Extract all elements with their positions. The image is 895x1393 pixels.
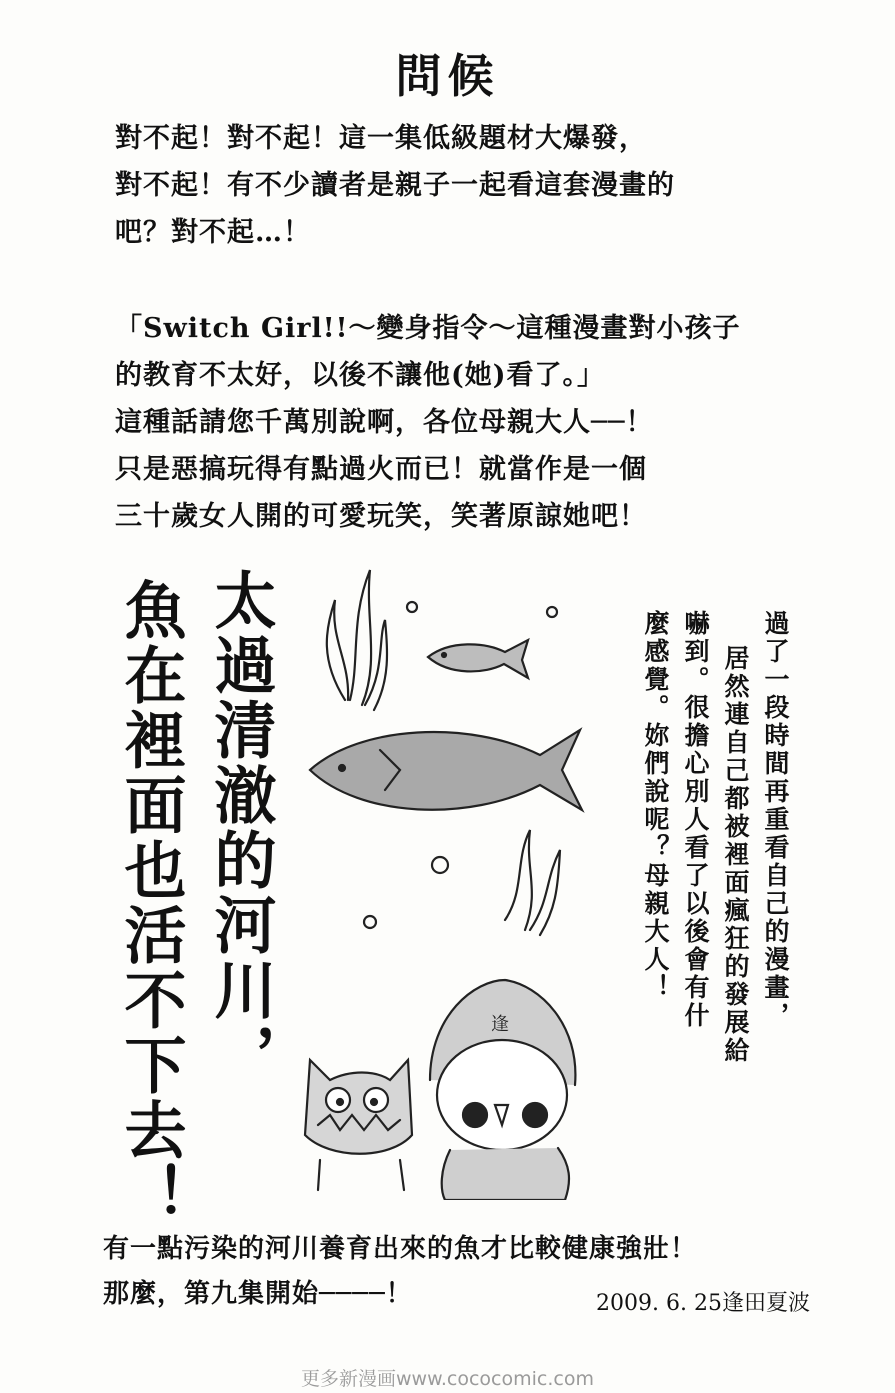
page-title: 問候: [395, 49, 500, 103]
intro-line: 吧？對不起…！: [115, 217, 311, 248]
note-column-3: 嚇到。很擔心別人看了以後會有什: [681, 610, 710, 1030]
slogan-column-2: 魚在裡面也活不下去！: [114, 578, 187, 1228]
body-line: 這種話請您千萬別說啊，各位母親大人──！: [115, 407, 654, 438]
signature: 2009. 6. 25逢田夏波: [596, 1291, 810, 1316]
intro-line: 對不起！對不起！這一集低級題材大爆發，: [115, 123, 647, 154]
cat-monster-icon: [305, 1060, 412, 1190]
body-line: 只是惡搞玩得有點過火而已！就當作是一個: [115, 454, 647, 485]
body-line: 的教育不太好，以後不讓他(她)看了。」: [115, 360, 606, 391]
note-column-1: 過了一段時間再重看自己的漫畫，: [761, 610, 790, 1030]
seaweed-icon: [327, 570, 387, 710]
watermark: 更多新漫画www.cococomic.com: [301, 1368, 594, 1390]
intro-paragraph: [115, 115, 795, 256]
note-column-4: 麼感覺。妳們說呢？母親大人！: [641, 610, 670, 1002]
footer-line: 有一點污染的河川養育出來的魚才比較健康強壯！: [103, 1234, 698, 1264]
bubble-icon: [547, 607, 557, 617]
big-fish-icon: [310, 730, 582, 810]
small-fish-icon: [428, 640, 528, 678]
slogan-column-1: 太過清澈的河川，: [204, 568, 277, 1088]
seaweed-icon: [505, 830, 560, 935]
hooded-character-icon: [430, 980, 575, 1200]
hood-label: 逢: [491, 1014, 509, 1035]
bubble-icon: [407, 602, 417, 612]
note-column-2: 居然連自己都被裡面瘋狂的發展給: [721, 645, 750, 1065]
bubble-icon: [364, 916, 376, 928]
bubble-icon: [432, 857, 448, 873]
footer-line: 那麼，第九集開始────！: [103, 1279, 413, 1309]
body-line: 三十歲女人開的可愛玩笑，笑著原諒她吧！: [115, 501, 647, 532]
intro-line: 對不起！有不少讀者是親子一起看這套漫畫的: [115, 170, 675, 201]
river-illustration: [290, 560, 620, 1200]
body-paragraph: [115, 305, 795, 540]
body-line: 「Switch Girl!!～變身指令～這種漫畫對小孩子: [115, 313, 741, 344]
